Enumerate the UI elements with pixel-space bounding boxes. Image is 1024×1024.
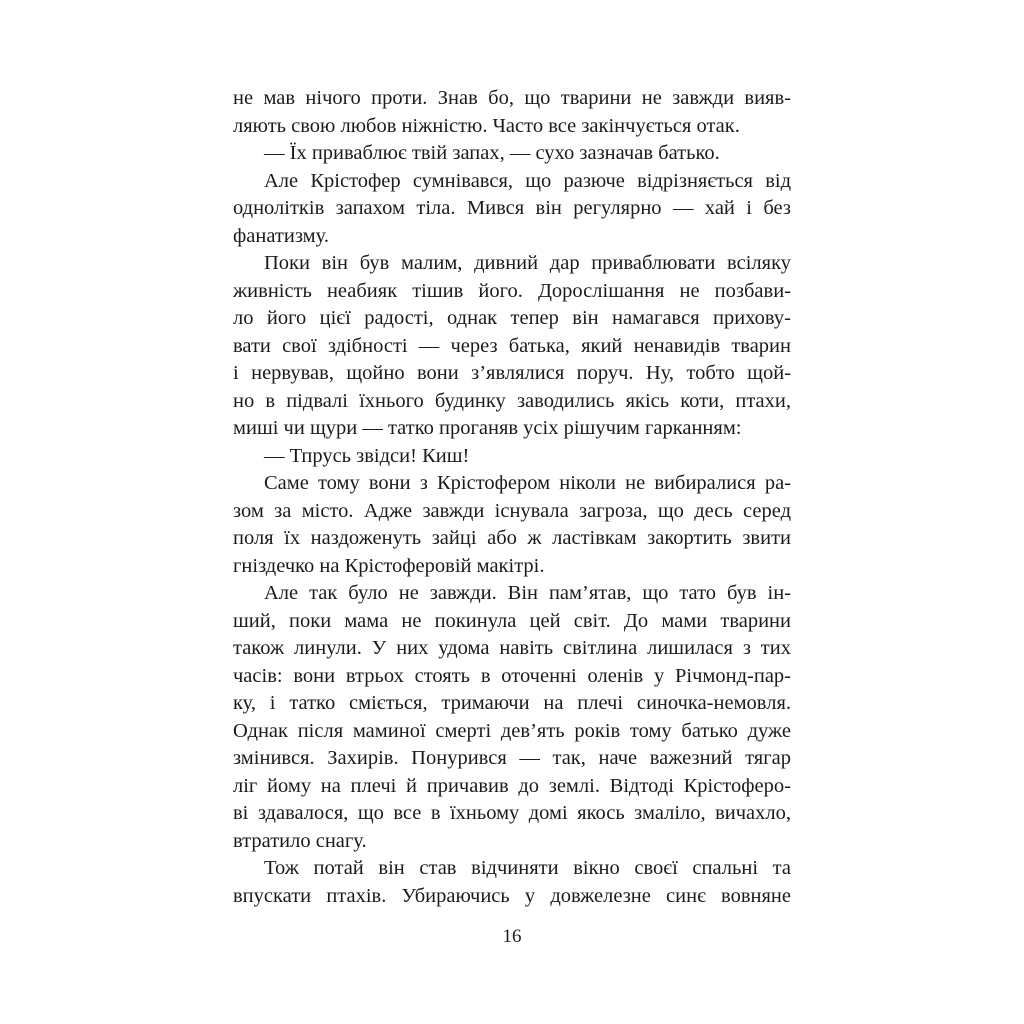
text-line: фанатизму. [233, 224, 329, 247]
text-line: Однак після маминої смерті дев’ять років тому батько дуже [233, 719, 791, 742]
text-line: живність неабияк тішив його. Дорослішання не позбави- [233, 279, 791, 302]
text-line: гніздечко на Крістоферовій макітрі. [233, 554, 545, 577]
text-line: ляють свою любов ніжністю. Часто все закінчується отак. [233, 114, 740, 137]
text-line: Але Крістофер сумнівався, що разюче відрізняється від [264, 169, 791, 192]
paragraph [233, 168, 791, 251]
text-line: втратило снагу. [233, 829, 367, 852]
text-line: ві здавалося, що все в їхньому домі якось змаліло, вичахло, [233, 802, 791, 824]
paragraph [233, 580, 791, 855]
text-line: Але так було не завжди. Він пам’ятав, що тато був ін- [264, 582, 791, 604]
text-line: однолітків запахом тіла. Мився він регулярно — хай і без [233, 197, 791, 219]
text-line: Саме тому вони з Крістофером ніколи не вибиралися ра- [264, 472, 791, 494]
text-line: і нервував, щойно вони з’являлися поруч. Ну, тобто щой- [233, 362, 791, 384]
paragraph [233, 443, 791, 471]
text-line: — Їх приваблює твій запах, — сухо зазначав батько. [264, 142, 720, 164]
paragraph [233, 250, 791, 443]
paragraph [233, 470, 791, 580]
text-line: змінився. Захирів. Понурився — так, наче важезний тягар [233, 747, 791, 769]
text-line: — Тпрусь звідси! Киш! [264, 444, 470, 467]
text-line: часів: вони втрьох стоять в оточенні оленів у Річмонд-пар- [233, 664, 791, 687]
text-line: зом за місто. Адже завжди існувала загроза, що десь серед [233, 499, 791, 522]
page-number: 16 [502, 926, 522, 947]
text-line: також линули. У них удома навіть світлина лишилася з тих [233, 637, 791, 659]
text-line: не мав нічого проти. Знав бо, що тварини не завжди вияв- [233, 87, 791, 109]
paragraph [233, 85, 791, 140]
text-line: но в підвалі їхнього будинку заводились якісь коти, птахи, [233, 389, 791, 412]
text-line: ліг йому на плечі й причавив до землі. Відтоді Крістоферо- [233, 774, 791, 797]
paragraph [233, 855, 791, 910]
text-line: ший, поки мама не покинула цей світ. До мами тварини [233, 609, 791, 632]
text-line: миші чи щури — татко проганяв усіх рішучим гарканням: [233, 417, 742, 439]
text-line: Тож потай він став відчиняти вікно своєї спальні та [264, 857, 791, 879]
text-line: Поки він був малим, дивний дар приваблювати всіляку [264, 252, 791, 274]
text-line: впускати птахів. Убираючись у довжелезне синє вовняне [233, 884, 791, 907]
text-line: поля їх наздоженуть зайці або ж ластівкам закортить звити [233, 527, 791, 549]
text-line: ку, і татко сміється, тримаючи на плечі синочка-немовля. [233, 692, 791, 714]
text-line: ло його цієї радості, однак тепер він намагався прихову- [233, 307, 791, 329]
paragraph [233, 140, 791, 168]
text-line: вати свої здібності — через батька, який ненавидів тварин [233, 334, 791, 357]
page-text [233, 85, 791, 910]
